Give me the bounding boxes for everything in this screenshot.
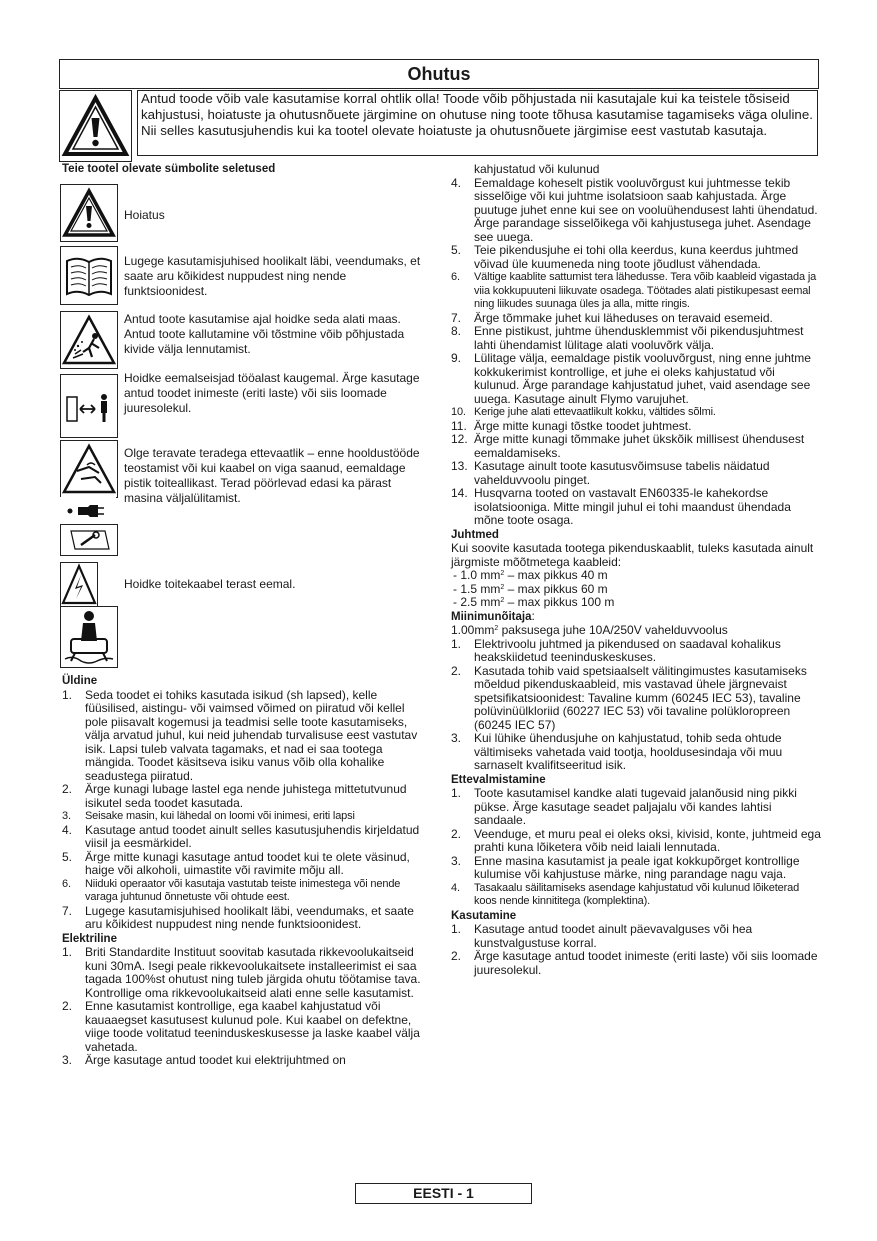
right-column <box>451 163 821 977</box>
list-item: 1. Seda toodet ei tohiks kasutada isikud (sh lapsed), kelle füüsilised, aistingu- või vaimsed võimed on piiratud või kellel pole piisavalt kogemusi ja teadmisi selle toote kasutamiseks, välja arvatud juhul, kui neid juhendab turvalisuse eest vastutav isik. Lapsi tuleb valvata tagamaks, et nad ei saa tootega mängida. Toodet käsitseva isiku vanus võib olla kohalike seadustega piiratud. <box>62 687 418 783</box>
symbols-heading: Teie tootel olevate sümbolite seletused <box>62 163 276 175</box>
list-item: 2. Ärge kunagi lubage lastel ega nende juhistega mittetutvunud isikutel seda toodet kasutada. <box>62 782 407 810</box>
list-item: 4. Tasakaalu säilitamiseks asendage kahjustatud või kulunud lõiketerad koos nende kinnititega (komplektina). <box>451 881 800 907</box>
list-item: 2. Veenduge, et muru peal ei oleks oksi, kivisid, konte, juhtmeid ega prahti kuna lõiketera võib neid laiali lennutada. <box>451 826 821 854</box>
caution-heading: Ettevalmistamine <box>451 773 546 786</box>
list-item-continuation: kahjustatud või kulunud <box>474 162 600 176</box>
list-item: 3. Seisake masin, kui lähedal on loomi või inimesi, eriti lapsi <box>62 810 355 822</box>
list-item: 5. Teie pikendusjuhe ei tohi olla keerdus, kuna keerdus juhtmed võivad üle kuumeneda ning toote jõudlust vähendada. <box>451 243 799 271</box>
cable-size-row: - 1.5 $mm^2$ – max pikkus 60 m <box>453 581 608 596</box>
warning-triangle-icon <box>60 91 131 161</box>
list-item: 7. Lugege kasutamisjuhised hoolikalt läbi, veendumaks, et saate aru kõikidest nuppudest ning nende funktsioonidest. <box>62 903 414 931</box>
list-item: 1. Elektrivoolu juhtmed ja pikendused on saadaval kohalikus heakskiidetud teeninduskeskuses. <box>451 636 781 664</box>
symbol-manual <box>60 246 118 305</box>
general-heading: Üldine <box>62 675 98 687</box>
electrical-list-part1 <box>62 946 422 1068</box>
minimum-heading-row: Miinimunõitaja: <box>451 608 535 623</box>
list-item: 2. Kasutada tohib vaid spetsiaalselt välitingimustes kasutamiseks mõeldud pikenduskaableid, mis vastavad ühele järgnevaist spetsifikatsioonidest: Tavaline kumm (60245 IEC 53), tavaline polüvinüülkloriid (60227 IEC 53) või tavaline polükloropreen (60245 IEC 57) <box>451 663 807 732</box>
symbol-cable <box>60 562 98 608</box>
symbol-warning <box>60 184 118 242</box>
symbol-mower-operator <box>60 606 118 668</box>
mower-operator-icon <box>61 607 117 667</box>
symbol-text-warning: Hoiatus <box>124 208 165 222</box>
electrical-heading: Elektriline <box>62 932 117 945</box>
plug-icon <box>60 497 116 524</box>
page-title: Ohutus <box>59 59 819 89</box>
intro-warning-text: Antud toode võib vale kasutamise korral ohtlik olla! Toode võib põhjustada nii kasutajale kui ka teistele tõsiseid kahjustusi, hoiatuste ja ohutusnõuete järgimine on ohutuse ning toote tõhusa kasutamise tagamiseks väga oluline. Nii selles kasutusjuhendis kui ka tootel olevate hoiatuste ja ohutusnõuete järgimise eest vastutab kasutaja. <box>137 90 818 156</box>
usage-heading: Kasutamine <box>451 909 517 922</box>
list-item: 9. Lülitage välja, eemaldage pistik vooluvõrgust, ning enne juhtme kokkukerimist kontrollige, et juhe ei oleks kahjustatud või kulunud. Ärge parandage kahjustatud juhet, vaid asendage see uuega. Kasutage ainult Flymo varujuhet. <box>451 351 811 406</box>
cables-heading: Juhtmed <box>451 528 499 541</box>
flying-debris-icon <box>61 312 117 368</box>
warning-triangle-icon <box>61 185 117 241</box>
list-item: 2. Enne kasutamist kontrollige, ega kaabel kahjustatud või kauaaegset kasutusest kulunud pole. Kui kaabel on defektne, viige toode volitatud teeninduskeskusesse ja laske kaabel välja vahetada. <box>62 999 420 1054</box>
warning-icon-box <box>59 90 132 162</box>
symbol-text-cable: Hoidke toitekaabel terast eemal. <box>124 577 296 591</box>
cables-intro: Kui soovite kasutada tootega pikenduskaablit, tuleks kasutada ainult järgmiste mõõtmetega kaableid: <box>451 541 814 569</box>
sharp-blades-icon <box>61 441 117 497</box>
symbol-plug <box>60 497 116 524</box>
list-item: 3. Ärge kasutage antud toodet kui elektrijuhtmed on <box>62 1053 346 1067</box>
symbol-blades <box>60 440 118 498</box>
general-list <box>62 689 422 932</box>
symbol-debris <box>60 311 118 369</box>
symbol-text-blades: Olge teravate teradega ettevaatlik – enne hooldustööde teostamist või kui kaabel on viga saanud, eemaldage pistik toiteallikast. Terad pöörlevad edasi ka pärast masina väljalülitamist. <box>124 446 420 505</box>
list-item: 1. Toote kasutamisel kandke alati tugevaid jalanõusid ning pikki pükse. Ärge kasutage seadet paljajalu või kandes lahtisi sandaale. <box>451 786 797 827</box>
left-column <box>62 674 422 1068</box>
list-item: 6. Niiduki operaator või kasutaja vastutab teiste inimestega või nende varaga juhtunud õnnetuste või ohtude eest. <box>62 877 401 903</box>
minimum-list <box>451 638 821 773</box>
electrical-list-part2 <box>451 163 821 528</box>
list-item: 1. Kasutage antud toodet ainult päevavalguses või hea kunstvalgustuse korral. <box>451 922 753 950</box>
open-book-icon <box>61 247 117 304</box>
cable-size-row: - 1.0 $mm^2$ – max pikkus 40 m <box>453 568 608 582</box>
list-item: 14. Husqvarna tooted on vastavalt EN60335-le kahekordse isolatsiooniga. Mitte mingil juhul ei tohi maandust ühendada mõne toote osaga. <box>451 486 791 527</box>
symbol-text-debris: Antud toote kasutamise ajal hoidke seda alati maas. Antud toote kallutamine või tõstmine võib põhjustada kivide välja lennutamist. <box>124 312 405 356</box>
cable-size-row: - 2.5 $mm^2$ – max pikkus 100 m <box>453 595 615 609</box>
usage-list <box>451 923 821 977</box>
symbol-text-distance: Hoidke eemalseisjad tööalast kaugemal. Ärge kasutage antud toodet inimeste (eriti laste) või siis loomade juuresolekul. <box>124 371 420 415</box>
symbol-text-manual: Lugege kasutamisjuhised hoolikalt läbi, veendumaks, et saate aru kõikidest nuppudest ning nende funktsioonidest. <box>124 254 421 298</box>
list-item: 10. Kerige juhe alati ettevaatlikult kokku, vältides sõlmi. <box>451 406 716 418</box>
list-item: 8. Enne pistikust, juhtme ühendusklemmist või pikendusjuhtmest lahti ühendamist lülitage alati vooluvõrk välja. <box>451 324 804 352</box>
page-footer: EESTI - 1 <box>355 1183 532 1204</box>
list-item: 7. Ärge tõmmake juhet kui läheduses on teravaid esemeid. <box>451 310 773 325</box>
minimum-spec: $1.00mm^2$ paksusega juhe 10A/250V vahelduvvoolus <box>451 623 728 637</box>
wrench-manual-icon <box>61 525 117 555</box>
list-item: 1. Briti Standardite Instituut soovitab kasutada rikkevoolukaitseid kuni 30mA. Isegi peale rikkevoolukaitsete installeerimist ei saa tagada 100%st ohutust ning tuleb järgida ohutu töötamise tava. Kontrollige oma rikkevoolukaitseid alati enne selle kasutamist. <box>62 945 421 1000</box>
list-item: 6. Vältige kaablite sattumist tera lähedusse. Tera võib kaableid vigastada ja viia kokkupuuteni liikuvate osadega. Töötades alati pistikupesast eemal ning liikudes suunaga üles ja alla, mitte ringis. <box>451 271 817 310</box>
keep-distance-icon <box>61 375 117 437</box>
list-item: 5. Ärge mitte kunagi kasutage antud toodet kui te olete väsinud, haige või alkoholi, uimastite või ravimite mõju all. <box>62 849 410 877</box>
symbol-tools <box>60 524 118 556</box>
symbol-distance <box>60 374 118 438</box>
list-item: 4. Kasutage antud toodet ainult selles kasutusjuhendis kirjeldatud viisil ja eesmärkidel. <box>62 822 420 850</box>
list-item: 3. Enne masina kasutamist ja peale igat kokkupõrget kontrollige kulumise või kahjustuse märke, ning parandage nagu vaja. <box>451 853 800 881</box>
list-item: 12. Ärge mitte kunagi tõmmake juhet ükskõik millisest ühendusest eemaldamiseks. <box>451 432 805 460</box>
minimum-heading: Miinimunõitaja <box>451 610 532 623</box>
caution-list <box>451 787 821 909</box>
list-item: 11. Ärge mitte kunagi tõstke toodet juhtmest. <box>451 418 692 433</box>
list-item: 3. Kui lühike ühendusjuhe on kahjustatud, tohib seda ohtude vältimiseks vahetada vaid tootja, hooldusesindaja või muu sarnaselt kvalifitseeritud isik. <box>451 731 783 772</box>
electric-cable-icon <box>61 563 97 607</box>
list-item: 2. Ärge kasutage antud toodet inimeste (eriti laste) või siis loomade juuresolekul. <box>451 949 818 977</box>
list-item: 4. Eemaldage koheselt pistik vooluvõrgust kui juhtmesse tekib sisselõige või kui juhtme isolatsioon saab kahjustada. Ärge puutuge juhet enne kui see on vooluühendusest lahti ühendatud. Ärge parandage sisselõikega või kahjustusega juhet. Asendage see uuega. <box>451 175 818 244</box>
list-item: 13. Kasutage ainult toote kasutusvõimsuse tabelis näidatud vahelduvvoolu pinget. <box>451 459 770 487</box>
